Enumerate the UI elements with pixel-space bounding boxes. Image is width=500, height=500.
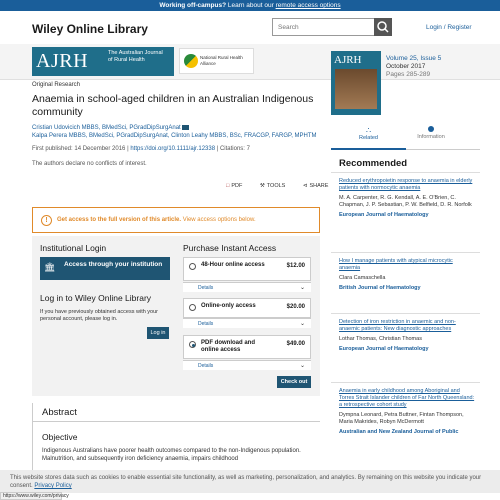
tab-information-label: Information xyxy=(417,134,445,140)
privacy-policy-link[interactable]: Privacy Policy xyxy=(34,483,72,489)
search-button[interactable] xyxy=(374,18,392,36)
log-in-button[interactable]: Log in xyxy=(147,327,169,339)
recommended-authors: M. A. Carpenter, R. G. Kendall, A. E. O'Brien, C. Chapman, J. P. Sebastian, P. W. Belfield, D. R. Norfolk xyxy=(339,195,472,208)
recommended-title-link[interactable]: Reduced erythropoietin response to anaemia in elderly patients with normocytic anaemia xyxy=(339,178,473,191)
option-name: PDF download and online access xyxy=(201,340,255,353)
recommended-title-link[interactable]: How I manage patients with atypical microcytic anaemia xyxy=(339,258,453,271)
details-toggle[interactable] xyxy=(183,282,311,292)
journal-name: The Australian Journal of Rural Health xyxy=(108,50,163,63)
wiley-login-heading: Log in to Wiley Online Library xyxy=(40,293,152,303)
off-campus-text: Learn about our xyxy=(226,2,276,9)
article-tools xyxy=(226,183,344,189)
recommended-journal[interactable]: British Journal of Haematology xyxy=(339,285,421,291)
info-icon xyxy=(428,126,434,132)
institutional-login-heading: Institutional Login xyxy=(40,243,107,253)
divider xyxy=(331,172,480,173)
active-tab-indicator xyxy=(331,148,406,150)
option-price: $12.00 xyxy=(286,263,305,269)
purchase-option-pdf[interactable] xyxy=(183,335,311,359)
radio-pdf[interactable] xyxy=(189,341,196,348)
partner-logo[interactable] xyxy=(179,48,254,74)
radio-48hour[interactable] xyxy=(189,263,196,270)
status-bar-url: https://www.wiley.com/privacy xyxy=(0,492,62,500)
email-icon[interactable] xyxy=(182,125,189,130)
wrench-icon: ⚒ xyxy=(259,183,265,189)
pdf-label: PDF xyxy=(231,183,243,189)
recommended-journal[interactable]: European Journal of Haematology xyxy=(339,346,429,352)
first-published-date: 14 December 2016 xyxy=(74,146,126,152)
recommended-item xyxy=(339,319,475,353)
alert-icon: ! xyxy=(41,215,52,226)
recommended-item xyxy=(339,178,475,219)
purchase-heading: Purchase Instant Access xyxy=(183,243,277,253)
conflict-statement: The authors declare no conflicts of interest. xyxy=(32,161,147,167)
tools-button[interactable] xyxy=(260,183,293,189)
divider xyxy=(331,313,480,314)
recommended-title-link[interactable]: Detection of iron restriction in anaemic and non-anaemic patients: New diagnostic approaches xyxy=(339,319,456,332)
article-type: Original Research xyxy=(32,82,81,88)
search-input[interactable] xyxy=(272,18,375,36)
issue-info xyxy=(386,55,441,79)
issue-date: October 2017 xyxy=(386,63,426,70)
institution-access-button[interactable] xyxy=(40,257,170,280)
issue-pages: Pages 285-289 xyxy=(386,71,431,78)
site-logo[interactable]: Wiley Online Library xyxy=(32,22,148,36)
recommended-authors: Dympna Leonard, Petra Buttner, Fintan Thompson, Maria Makrides, Robyn McDermott xyxy=(339,412,464,425)
chevron-down-icon: ⌄ xyxy=(299,363,305,369)
journal-cover[interactable] xyxy=(331,51,381,115)
access-alert xyxy=(32,207,320,233)
share-label: SHARE xyxy=(309,183,329,189)
details-label: Details xyxy=(198,285,214,291)
recommended-authors: Clara Camaschella xyxy=(339,275,386,281)
divider xyxy=(331,382,480,383)
recommended-journal[interactable]: European Journal of Haematology xyxy=(339,212,429,218)
institution-access-label: Access through your institution xyxy=(64,261,163,268)
option-price: $20.00 xyxy=(286,304,305,310)
divider xyxy=(331,252,480,253)
pdf-icon: □ xyxy=(226,183,230,189)
pdf-button[interactable] xyxy=(226,183,250,189)
partner-name: National Rural Health Alliance xyxy=(200,55,243,66)
purchase-option-online[interactable] xyxy=(183,298,311,318)
cookie-banner xyxy=(0,470,500,493)
search-icon xyxy=(374,18,392,36)
journal-abbrev: AJRH xyxy=(36,50,89,72)
cover-image xyxy=(335,69,377,109)
cookie-text: This website stores data such as cookies to enable essential site functionality, as well as marketing, personalization, and analytics. By remaining on this website you indicate your consent. xyxy=(10,475,482,489)
chevron-down-icon: ⌄ xyxy=(299,321,305,327)
chevron-down-icon: ⌄ xyxy=(299,285,305,291)
remote-access-link[interactable]: remote access options xyxy=(275,2,341,9)
cover-title: AJRH xyxy=(334,54,362,66)
details-label: Details xyxy=(198,363,214,369)
tab-information[interactable] xyxy=(406,126,456,140)
off-campus-banner xyxy=(0,0,500,11)
first-published-label: First published: xyxy=(32,146,75,152)
article-title: Anaemia in school-aged children in an Australian Indigenous community xyxy=(32,93,314,118)
share-icon: ⊲ xyxy=(302,183,308,189)
journal-logo[interactable] xyxy=(32,47,174,76)
option-name: 48-Hour online access xyxy=(201,262,265,268)
option-price: $49.00 xyxy=(286,341,305,347)
checkout-button[interactable]: Check out xyxy=(277,376,311,388)
author-link[interactable]: Cristian Udovicich MBBS, BMedSci, PGradDipSurgAnat xyxy=(32,125,181,131)
tab-related-label: Related xyxy=(359,135,378,141)
recommended-title-link[interactable]: Anaemia in early childhood among Aboriginal and Torres Strait Islander children of Far North Queensland: a retrospective cohort study xyxy=(339,388,475,408)
recommended-authors: Lothar Thomas, Christian Thomas xyxy=(339,336,422,342)
share-button[interactable] xyxy=(303,183,337,189)
abstract-text: Indigenous Australians have poorer health outcomes compared to the non-Indigenous population. Malnutrition, and subsequently iron deficiency anaemia, impairs childhood xyxy=(42,448,301,462)
access-alert-bold: Get access to the full version of this article. xyxy=(57,217,182,223)
radio-online[interactable] xyxy=(189,304,196,311)
related-icon: ∴ xyxy=(365,126,372,135)
purchase-option-48hour[interactable] xyxy=(183,257,311,281)
details-label: Details xyxy=(198,321,214,327)
tab-related[interactable] xyxy=(331,126,406,141)
off-campus-bold: Working off-campus? xyxy=(159,2,227,9)
divider xyxy=(32,421,320,422)
publication-info xyxy=(32,146,250,152)
recommended-journal[interactable]: Australian and New Zealand Journal of Public xyxy=(339,429,459,435)
volume-link[interactable]: Volume 25, Issue 5 xyxy=(386,55,442,62)
tools-label: TOOLS xyxy=(266,183,286,189)
separator: | xyxy=(125,146,131,152)
doi-link[interactable]: https://doi.org/10.1111/ajr.12338 xyxy=(130,146,216,152)
option-name: Online-only access xyxy=(201,303,256,309)
details-toggle[interactable] xyxy=(183,360,311,370)
author-list xyxy=(32,124,322,140)
login-register-link[interactable]: Login / Register xyxy=(426,24,472,31)
institution-icon: 🏛 xyxy=(44,262,56,272)
partner-mark-icon xyxy=(184,54,198,68)
recommended-item xyxy=(339,258,475,292)
view-access-options-link[interactable]: View access options below. xyxy=(181,217,256,223)
login-description: If you have previously obtained access with your personal account, please log in. xyxy=(40,309,159,322)
citations-link[interactable]: Citations: 7 xyxy=(219,146,250,152)
author-link[interactable]: Kalpa Perera MBBS, BMedSci, PGradDipSurgAnat, Clinton Leahy MBBS, BSc, FRACGP, FARGP, MPHTM xyxy=(32,133,317,139)
recommended-heading: Recommended xyxy=(339,158,408,169)
abstract-heading: Abstract xyxy=(42,407,77,418)
recommended-item xyxy=(339,388,475,436)
details-toggle[interactable] xyxy=(183,318,311,328)
objective-heading: Objective xyxy=(42,432,78,442)
separator: | xyxy=(215,146,220,152)
